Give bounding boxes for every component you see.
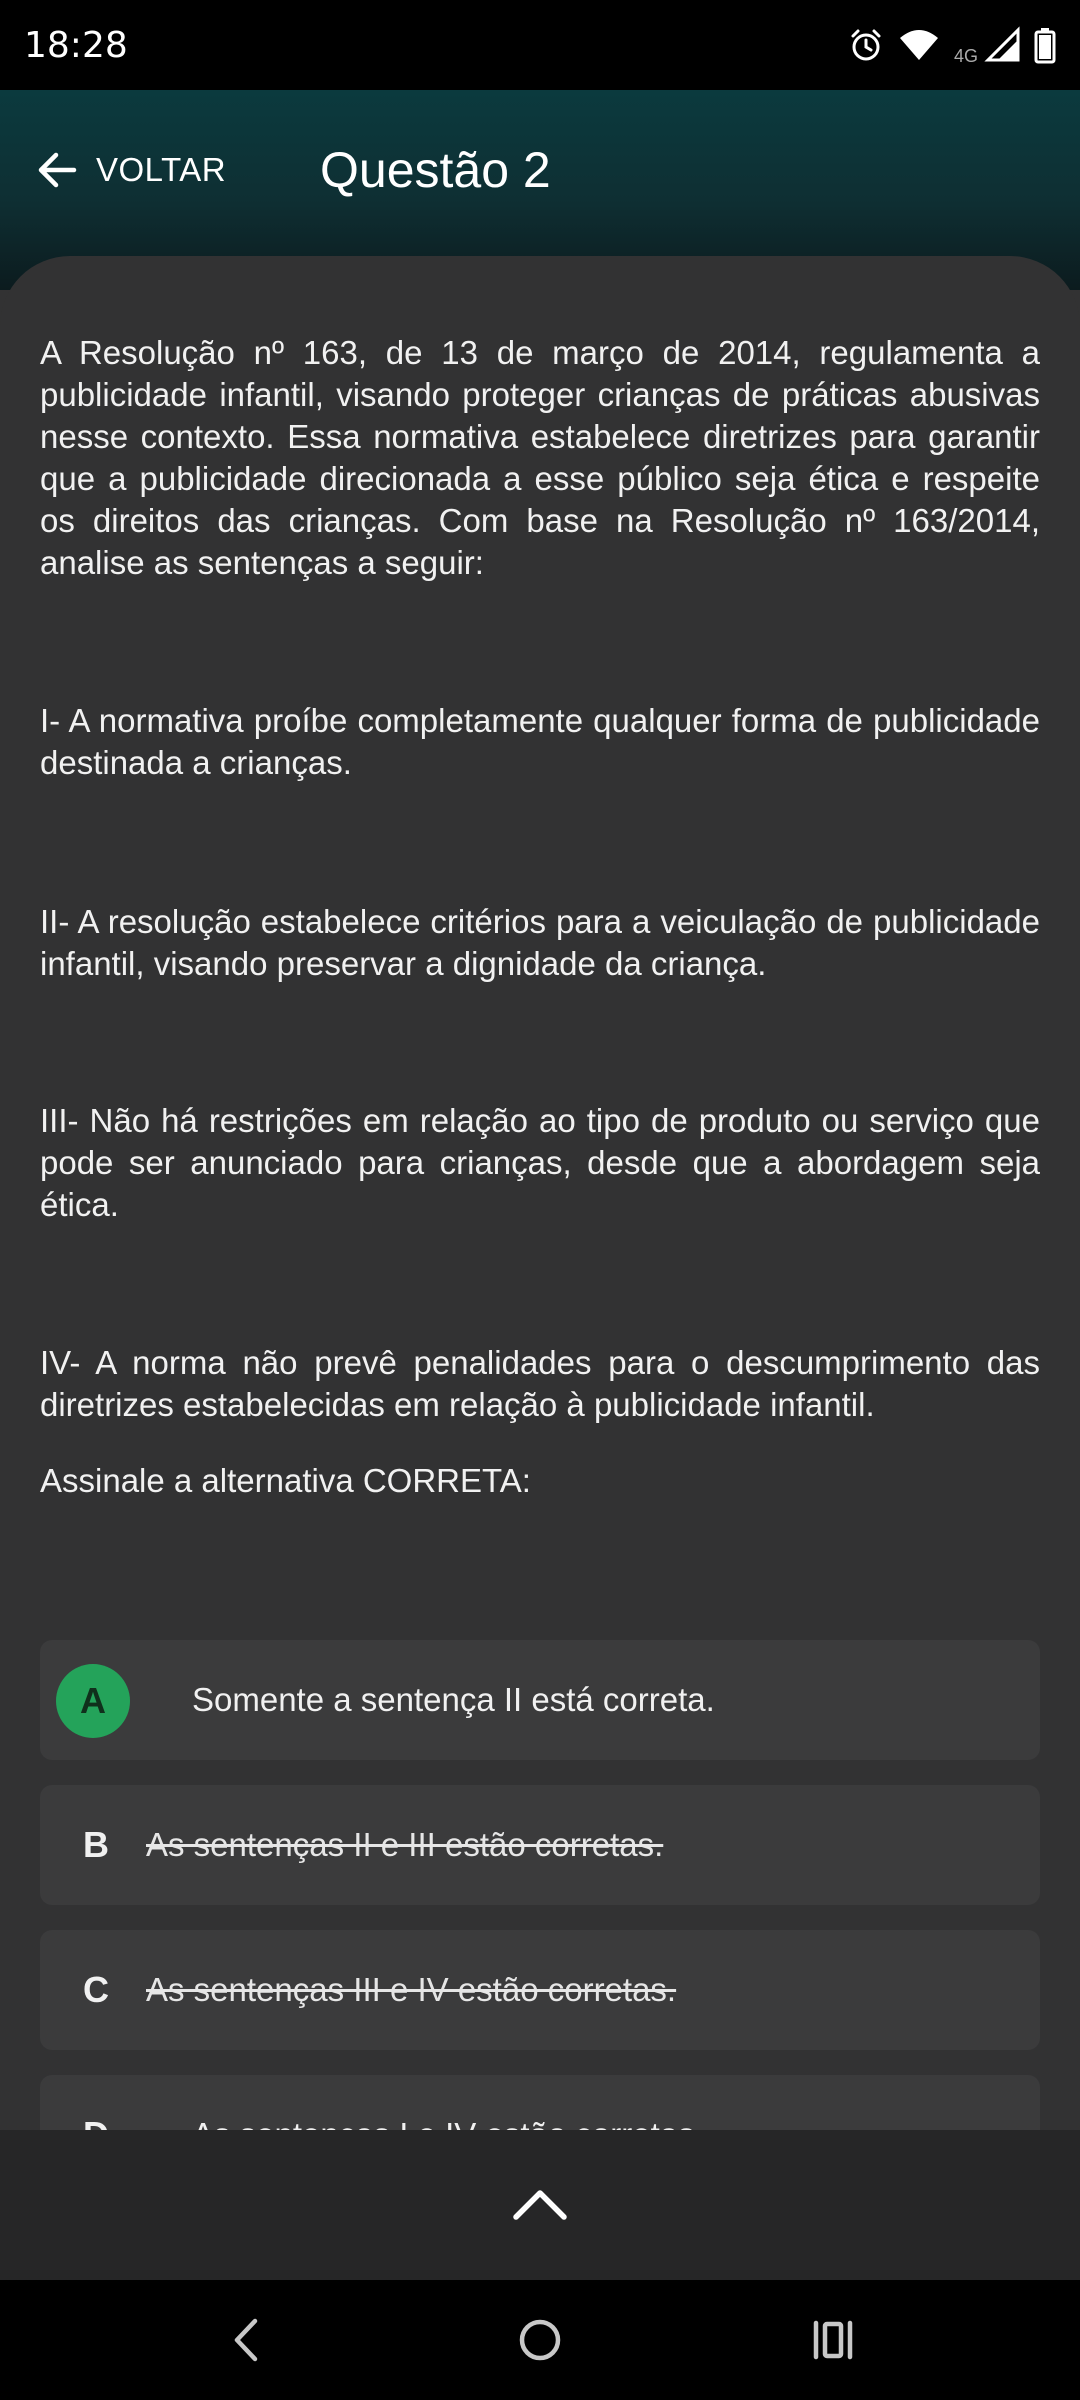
option-b-letter: B xyxy=(83,1824,109,1865)
sentence-3: III- Não há restrições em relação ao tipo de produto ou serviço que pode ser anunciado para crianças, desde que a abordagem seja ética. xyxy=(40,1102,1040,1223)
nav-home-icon xyxy=(515,2315,565,2365)
signal-icon xyxy=(986,28,1020,62)
option-a-selected-badge: A xyxy=(56,1664,130,1738)
option-c-text: As sentenças III e IV estão corretas. xyxy=(146,1971,677,2008)
expand-bottom-sheet-button[interactable] xyxy=(0,2130,1080,2280)
sentence-2: II- A resolução estabelece critérios para a veiculação de publicidade infantil, visando preservar a dignidade da criança. xyxy=(40,903,1040,982)
question-content[interactable] xyxy=(0,256,1080,2130)
sentence-4: IV- A norma não prevê penalidades para o descumprimento das diretrizes estabelecidas em relação à publicidade infantil. xyxy=(40,1344,1040,1423)
question-statement: A Resolução nº 163, de 13 de março de 2014, regulamenta a publicidade infantil, visando proteger crianças de práticas abusivas nesse contexto. Essa normativa estabelece diretrizes para garantir que a publicidade direcionada a esse público seja ética e respeite os direitos das crianças. Com base na Resolução nº 163/2014, analise as sentenças a seguir: xyxy=(40,334,1040,581)
option-b[interactable] xyxy=(40,1785,1040,1905)
network-type-label: 4G xyxy=(953,45,978,66)
option-c[interactable] xyxy=(40,1930,1040,2050)
option-c-letter: C xyxy=(83,1969,109,2010)
nav-back-button[interactable] xyxy=(187,2290,307,2390)
nav-recents-button[interactable] xyxy=(773,2290,893,2390)
chevron-up-icon xyxy=(510,2185,570,2225)
option-b-text: As sentenças II e III estão corretas. xyxy=(146,1826,664,1863)
nav-back-icon xyxy=(227,2315,267,2365)
back-label: VOLTAR xyxy=(96,151,227,188)
status-bar xyxy=(0,0,1080,90)
status-icons xyxy=(848,24,1056,67)
system-nav-bar xyxy=(0,2280,1080,2400)
nav-home-button[interactable] xyxy=(480,2290,600,2390)
status-time: 18:28 xyxy=(24,24,128,66)
alarm-icon xyxy=(848,27,884,63)
battery-icon xyxy=(1034,27,1056,63)
page-title: Questão 2 xyxy=(320,142,551,198)
option-a[interactable] xyxy=(40,1640,1040,1760)
wifi-icon xyxy=(898,28,940,62)
option-a-text: Somente a sentença II está correta. xyxy=(192,1681,715,1718)
back-button[interactable] xyxy=(34,132,226,208)
question-prompt: Assinale a alternativa CORRETA: xyxy=(40,1462,531,1499)
sentence-1: I- A normativa proíbe completamente qualquer forma de publicidade destinada a crianças. xyxy=(40,702,1040,781)
arrow-left-icon xyxy=(34,147,80,193)
nav-recents-icon xyxy=(808,2315,858,2365)
